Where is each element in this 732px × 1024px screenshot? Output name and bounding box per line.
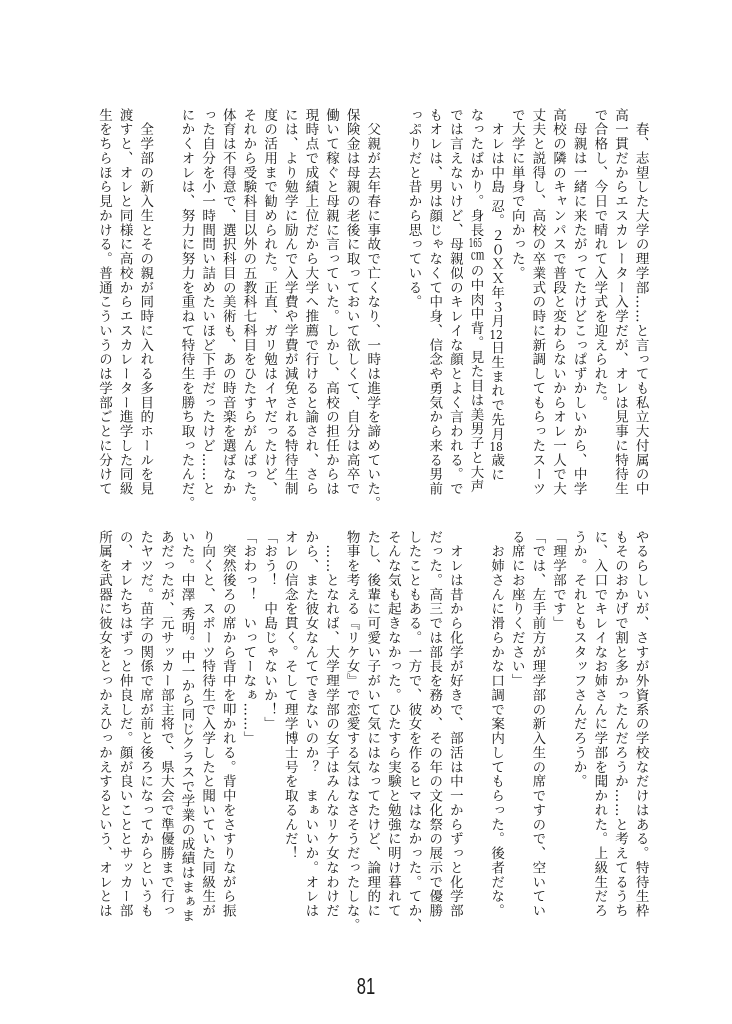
text-column: 春、志望した大学の理学部……と言っても私立大付属の中 <box>632 108 649 496</box>
text-column: の、オレたちはずっと仲良しだ。顔が良いこととサッカー部 <box>116 530 133 918</box>
text-column: そんな気も起きなかった。ひたすら実験と勉強に明け暮れて <box>384 530 401 918</box>
text-column: 全学部の新入生とその親が同時に入れる多目的ホールを見 <box>137 108 154 496</box>
text-column: には、より勉学に励んで入学費や学費が減免される特待生制 <box>281 108 298 496</box>
text-column: うか。それともスタッフさんだろうか。 <box>570 530 587 789</box>
text-column: したこともある。一方で、彼女を作るヒマはなかった。てか、 <box>405 530 422 933</box>
dialogue-column: 「理学部です」 <box>550 530 567 631</box>
text-column: から、また彼女なんてできないのか？ まぁいいか。オレは <box>302 530 319 918</box>
text-column: り向くと、スポーツ特待生で入学したと聞いていた同級生が <box>199 530 216 918</box>
text-column: 父親が去年春に事故で亡くなり、一時は進学を諦めていた。 <box>364 108 381 511</box>
dialogue-column: 「おう！ 中島じゃないか！」 <box>261 530 278 732</box>
text-column: たヤツだ。苗字の関係で席が前と後ろになってからというも <box>137 530 154 918</box>
text-column: では言えないけど、母親似のキレイな顔とよく言われる。で <box>446 108 463 496</box>
text-column: で大学に単身で向かった。 <box>508 108 525 281</box>
column-spacer <box>465 530 486 918</box>
text-column: お姉さんに滑らかな口調で案内してもらった。後者だな。 <box>488 530 505 918</box>
text-column: 高校の隣のキャンパスで普段と変わらないからオレ一人で大 <box>550 108 567 496</box>
text-column: 突然後ろの席から背中を叩かれる。背中をさすりながら振 <box>219 530 236 918</box>
text-column: 働いて稼ぐと母親に言っていた。しかし、高校の担任からは <box>322 108 339 496</box>
text-column: たし、後輩に可愛い子がいて気にはなってたけど、論理的に <box>364 530 381 918</box>
text-column: っぷりだと昔から思っている。 <box>405 108 422 310</box>
text-column: あだったが、元サッカー部主将で、県大会で準優勝まで行っ <box>157 530 174 918</box>
text-column: 高一貫だからエスカレーター入学だが、オレは見事に特待生 <box>611 108 628 496</box>
text-column: オレは昔から化学が好きで、部活は中一からずっと化学部 <box>446 530 463 918</box>
dialogue-column: 「おわっ！ いってーなぁ……」 <box>240 530 257 746</box>
text-column: 生をちらほら見かける。普通こういうのは学部ごとに分けて <box>95 108 112 496</box>
lower-text-block <box>93 530 651 933</box>
text-column: 度の活用まで勧められた。正直、ガリ勉はイヤだったけど、 <box>261 108 278 496</box>
text-column: に、入口でキレイなお姉さんに学部を聞かれた。上級生だろ <box>591 530 608 918</box>
text-column: だった。高三では部長を務め、その年の文化祭の展示で優勝 <box>426 530 443 918</box>
text-column: 体育は不得意で、選択科目の美術も、あの時音楽を選ばなか <box>219 108 236 496</box>
column-spacer <box>382 108 403 496</box>
text-column: やるらしいが、さすが外資系の学校なだけはある。特待生枠 <box>632 530 649 918</box>
text-column: った自分を小一時間問い詰めたいほど下手だったけど……と <box>199 108 216 496</box>
text-column: もそのおかげで割と多かったんだろうか……と考えてるうち <box>611 530 628 918</box>
text-column: オレの信念を貫く。そして理学博士号を取るんだ！ <box>281 530 298 861</box>
text-column: にかくオレは、努力に努力を重ねて特待生を勝ち取ったんだ。 <box>178 108 195 511</box>
page-number: 81 <box>356 973 376 999</box>
text-column: もオレは、男は顔じゃなくて中身、信念や勇気から来る男前 <box>426 108 443 496</box>
dialogue-column: る席にお座りください」 <box>508 530 525 689</box>
text-column: で合格し、今日で晴れて入学式を迎えられた。 <box>591 108 608 410</box>
text-column: 現時点で成績上位だから大学へ推薦で行けると諭され、さら <box>302 108 319 496</box>
text-column: いた。中澤 秀明。中一から同じクラスで学業の成績はまぁま <box>178 530 195 924</box>
text-column: オレは中島 忍。２０ＸＸ年３月12日生まれで先月18歳に <box>488 108 505 483</box>
text-column: 母親は一緒に来たがってたけどこっぱずかしいから、中学 <box>570 108 587 496</box>
text-column: 物事を考える『リケ女』で恋愛する気はなさそうだったしな。 <box>343 530 360 933</box>
text-column: 渡すと、オレと同様に高校からエスカレーター進学した同級 <box>116 108 133 496</box>
text-column: なったばかり。身長165㎝の中肉中背。見た目は美男子と大声 <box>467 108 484 494</box>
text-column: 丈夫と説得し、高校の卒業式の時に新調してもらったスーツ <box>529 108 546 496</box>
text-column: 保険金は母親の老後に取っておいて欲しくて、自分は高卒で <box>343 108 360 496</box>
text-column: それから受験科目以外の五教科七科目をひたすらがんばった。 <box>240 108 257 511</box>
column-spacer <box>155 108 176 496</box>
text-column: 所属を武器に彼女をとっかえひっかえするという、オレとは <box>95 530 112 918</box>
text-column: ……となれば、大学理学部の女子はみんなリケ女なわけだ <box>322 530 339 918</box>
upper-text-block <box>93 108 651 511</box>
dialogue-column: 「では、左手前方が理学部の新入生の席ですので、空いてい <box>529 530 546 918</box>
